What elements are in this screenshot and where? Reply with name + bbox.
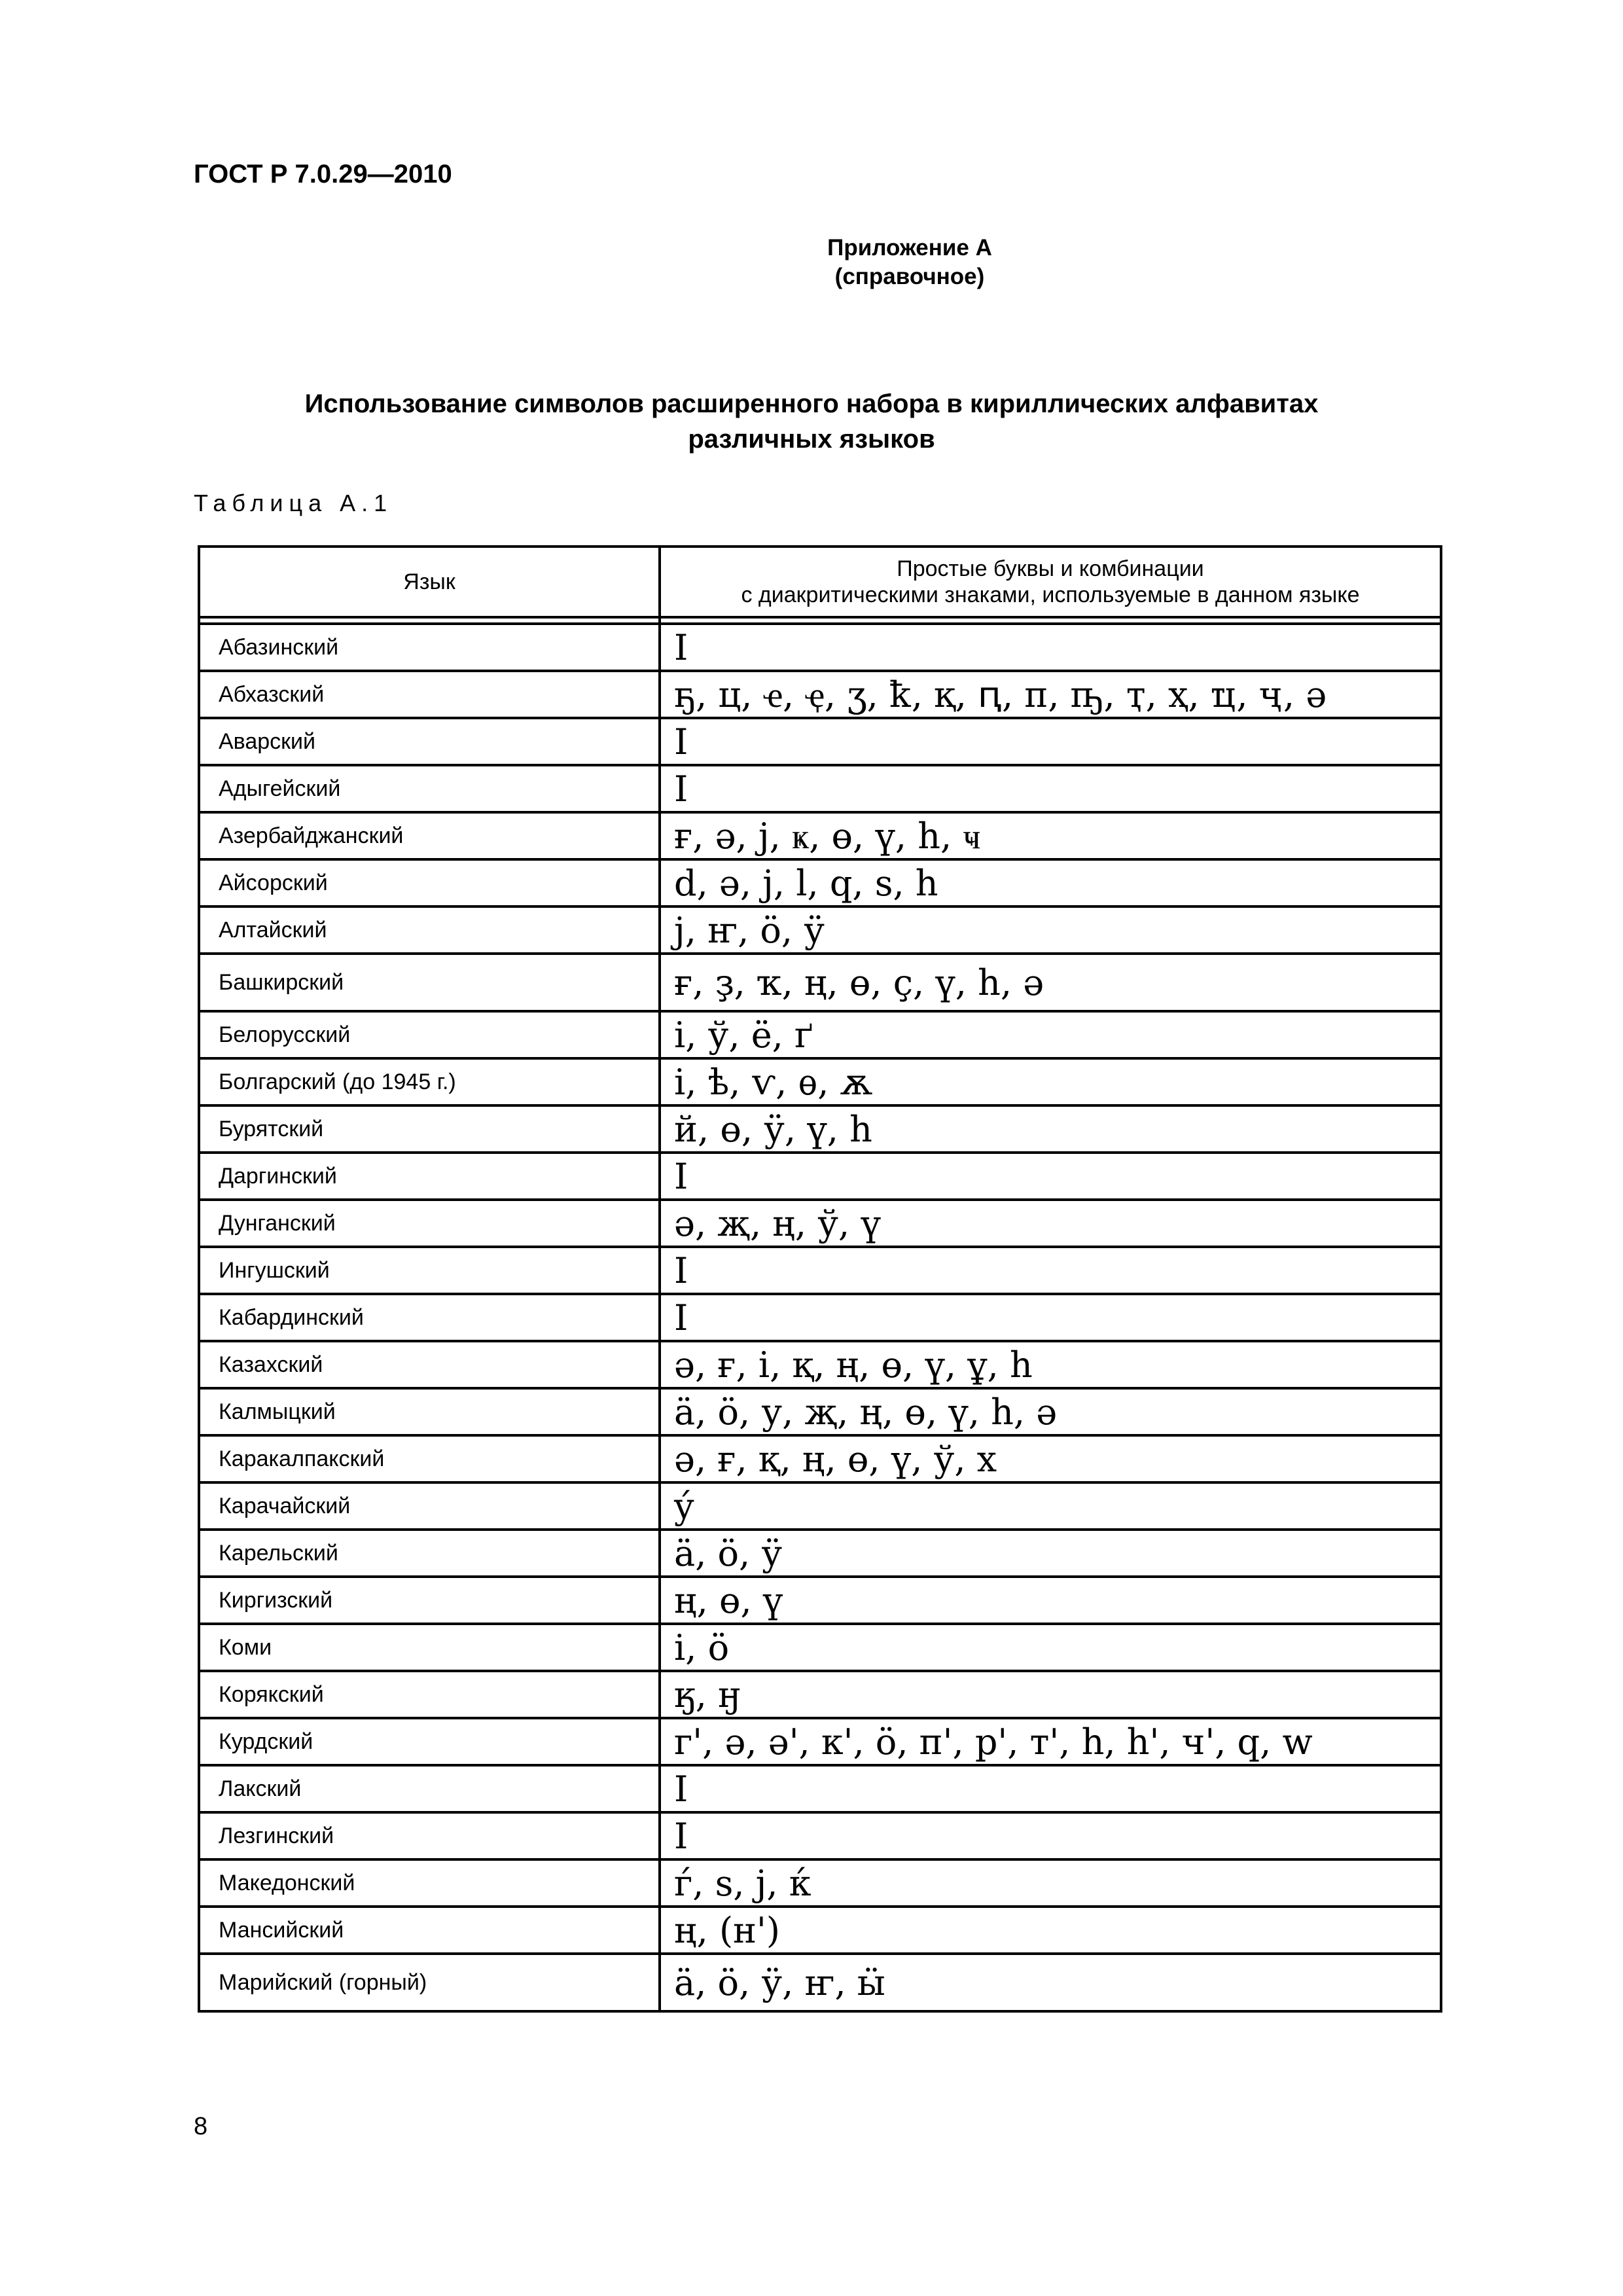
letters-cell: ғ, ә, ј, ҝ, ө, ү, һ, ҹ <box>660 812 1441 859</box>
letters-cell: I <box>660 718 1441 765</box>
table-row <box>199 1388 1441 1435</box>
languages-table <box>198 545 1442 2013</box>
letters-cell: ӄ, ӈ <box>660 1671 1441 1718</box>
language-name-cell: Болгарский (до 1945 г.) <box>199 1058 660 1105</box>
table-row <box>199 671 1441 718</box>
letters-cell: ӓ, ӧ, ӱ, ҥ, ӹ <box>660 1954 1441 2011</box>
letters-cell: I <box>660 1294 1441 1341</box>
letters-cell: й, ө, ӱ, ү, һ <box>660 1105 1441 1153</box>
table-row <box>199 1671 1441 1718</box>
table-row <box>199 1907 1441 1954</box>
page-number: 8 <box>194 2113 208 2140</box>
table-row <box>199 1577 1441 1624</box>
letters-cell: I <box>660 1153 1441 1200</box>
language-name-cell: Белорусский <box>199 1011 660 1058</box>
language-name-cell: Ингушский <box>199 1247 660 1294</box>
column-header-letters-line-2: с диакритическими знаками, используемые в данном языке <box>741 583 1360 607</box>
letters-cell: г', ә, ә', к', ӧ, п', р', т', һ, һ', ч', q, w <box>660 1718 1441 1765</box>
letters-cell: I <box>660 1765 1441 1812</box>
table-body <box>199 624 1441 2011</box>
table-row <box>199 1341 1441 1388</box>
language-name-cell: Даргинский <box>199 1153 660 1200</box>
table-row <box>199 1435 1441 1482</box>
letters-cell: I <box>660 1812 1441 1859</box>
document-title-line-1: Использование символов расширенного набора в кириллических алфавитах <box>304 389 1319 418</box>
language-name-cell: Бурятский <box>199 1105 660 1153</box>
table-row <box>199 1954 1441 2011</box>
table-row <box>199 1812 1441 1859</box>
table-row <box>199 718 1441 765</box>
standard-code: ГОСТ Р 7.0.29—2010 <box>194 160 452 188</box>
table-row <box>199 859 1441 906</box>
table-row <box>199 1058 1441 1105</box>
letters-cell: ӓ, ӧ, у, җ, ң, ө, ү, һ, ә <box>660 1388 1441 1435</box>
table-row <box>199 1200 1441 1247</box>
table-row <box>199 624 1441 671</box>
table-row <box>199 1765 1441 1812</box>
table-caption: Таблица А.1 <box>194 490 393 516</box>
table-row <box>199 954 1441 1011</box>
table-row <box>199 906 1441 954</box>
language-name-cell: Карельский <box>199 1530 660 1577</box>
language-name-cell: Алтайский <box>199 906 660 954</box>
language-name-cell: Аварский <box>199 718 660 765</box>
table-row <box>199 1530 1441 1577</box>
language-name-cell: Македонский <box>199 1859 660 1907</box>
language-name-cell: Корякский <box>199 1671 660 1718</box>
letters-cell: і, ѣ, ѵ, ѳ, ѫ <box>660 1058 1441 1105</box>
language-name-cell: Абазинский <box>199 624 660 671</box>
letters-cell: і, ў, ё, ґ <box>660 1011 1441 1058</box>
letters-cell: ý <box>660 1482 1441 1530</box>
column-header-letters <box>660 547 1441 617</box>
language-name-cell: Кабардинский <box>199 1294 660 1341</box>
letters-cell: ә, ғ, қ, ң, ө, ү, ў, х <box>660 1435 1441 1482</box>
language-name-cell: Курдский <box>199 1718 660 1765</box>
column-header-language: Язык <box>199 547 660 617</box>
table-row <box>199 1624 1441 1671</box>
letters-cell: ң, ө, ү <box>660 1577 1441 1624</box>
table-row <box>199 1247 1441 1294</box>
language-name-cell: Адыгейский <box>199 765 660 812</box>
letters-cell: d, ә, j, l, q, s, h <box>660 859 1441 906</box>
letters-cell: I <box>660 1247 1441 1294</box>
language-name-cell: Мансийский <box>199 1907 660 1954</box>
language-name-cell: Киргизский <box>199 1577 660 1624</box>
table-row <box>199 1482 1441 1530</box>
table-row <box>199 765 1441 812</box>
language-name-cell: Башкирский <box>199 954 660 1011</box>
table-row <box>199 1153 1441 1200</box>
language-name-cell: Лезгинский <box>199 1812 660 1859</box>
header-separator <box>199 617 1441 624</box>
annex-title: Приложение А <box>827 235 992 260</box>
language-name-cell: Каракалпакский <box>199 1435 660 1482</box>
letters-cell: ә, ғ, і, қ, ң, ө, ү, ұ, һ <box>660 1341 1441 1388</box>
language-name-cell: Марийский (горный) <box>199 1954 660 2011</box>
document-title-line-2: различных языков <box>688 425 935 454</box>
letters-cell: і, ӧ <box>660 1624 1441 1671</box>
table-row <box>199 1718 1441 1765</box>
language-name-cell: Коми <box>199 1624 660 1671</box>
letters-cell: ӓ, ӧ, ӱ <box>660 1530 1441 1577</box>
table-row <box>199 1011 1441 1058</box>
annex-kind: (справочное) <box>834 264 985 289</box>
language-name-cell: Абхазский <box>199 671 660 718</box>
language-name-cell: Азербайджанский <box>199 812 660 859</box>
letters-cell: I <box>660 624 1441 671</box>
language-name-cell: Айсорский <box>199 859 660 906</box>
table-row <box>199 1859 1441 1907</box>
language-name-cell: Лакский <box>199 1765 660 1812</box>
language-name-cell: Дунганский <box>199 1200 660 1247</box>
letters-cell: j, ҥ, ӧ, ӱ <box>660 906 1441 954</box>
letters-cell: ѓ, ѕ, ј, ќ <box>660 1859 1441 1907</box>
letters-cell: ҕ, ц, ҽ, ҿ, ӡ, ҟ, қ, ԥ, п, ҧ, ҭ, ҳ, ҵ, ҷ, ә <box>660 671 1441 718</box>
table-row <box>199 812 1441 859</box>
language-name-cell: Казахский <box>199 1341 660 1388</box>
letters-cell: ә, җ, ң, ў, ү <box>660 1200 1441 1247</box>
letters-cell: I <box>660 765 1441 812</box>
language-name-cell: Карачайский <box>199 1482 660 1530</box>
table-header-row <box>199 547 1441 617</box>
letters-cell: ң, (н') <box>660 1907 1441 1954</box>
letters-cell: ғ, ҙ, ҡ, ң, ө, ҫ, ү, һ, ә <box>660 954 1441 1011</box>
table-row <box>199 1294 1441 1341</box>
table-row <box>199 1105 1441 1153</box>
language-name-cell: Калмыцкий <box>199 1388 660 1435</box>
column-header-letters-line-1: Простые буквы и комбинации <box>897 556 1204 581</box>
